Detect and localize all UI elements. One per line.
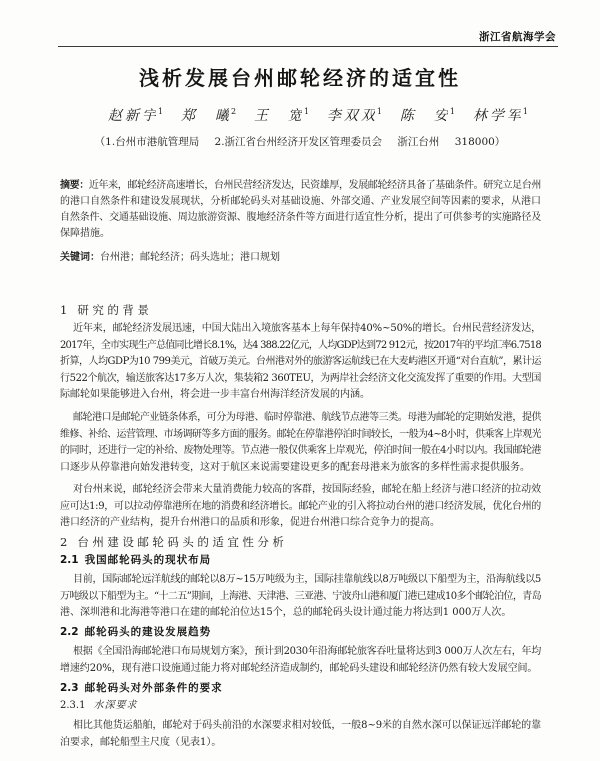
section-number: 1 <box>60 303 68 317</box>
text-line: 近年来，邮轮经济发展迅速，中国大陆出入境旅客基本上每年保持40%~50%的增长。台州民营经济发达， <box>73 323 541 334</box>
subsection-number: 2.1 <box>60 554 79 566</box>
author <box>181 107 236 125</box>
subsection-title: 邮轮码头的建设发展趋势 <box>84 626 212 638</box>
abstract-text: 近年来，邮轮经济高速增长，台州民营经济发达，民资雄厚，发展邮轮经济具备了基础条件。研究立足台州 <box>88 180 541 191</box>
text-line: 相比其他货运船舶，邮轮对于码头前沿的水深要求相对较低，一般8~9米的自然水深可以保证远洋邮轮的靠 <box>73 720 541 731</box>
text-line: 2017年，全市实现生产总值同比增长8.1%，达4 388.22亿元，人均GDP达到72 912元，按2017年的平均汇率6.7518 <box>60 339 541 351</box>
affiliations: （1.台州市港航管理局 2.浙江省台州经济开发区管理委员会 浙江台州 318000） <box>94 136 506 148</box>
subsection-heading <box>60 624 211 640</box>
text-line: 泊要求，邮轮船型主尺度（见表1）。 <box>60 736 222 748</box>
text-line: 港口经济的产业结构，提升台州港口的品质和形象，促进台州港口综合竞争力的提高。 <box>60 517 440 528</box>
author-name: 郑 曦 <box>180 108 229 124</box>
author-name: 王 宽 <box>253 108 302 124</box>
text-line: 行522个航次，输送旅客达17多万人次，集装箱2 360TEU，为两岸社会经济文化交流发挥了重要的作用。大型国 <box>60 372 541 384</box>
subsection-heading <box>60 680 223 696</box>
author <box>254 107 309 125</box>
paragraph <box>60 718 541 751</box>
keywords-label: 关键词： <box>60 252 100 263</box>
text-line: 应可达1:9，可以拉动停靠港所在地的消费和经济增长。邮轮产业的引入将拉动台州的港口经济发展，优化台州的 <box>60 500 541 512</box>
author <box>473 107 528 125</box>
section-title: 研究的背景 <box>77 303 153 317</box>
header-rule <box>58 46 558 47</box>
paragraph <box>60 644 541 677</box>
author <box>108 107 163 125</box>
subsection-number: 2.2 <box>60 626 79 638</box>
keywords <box>60 250 541 266</box>
author-affiliation-mark: 1 <box>376 107 382 116</box>
abstract-label: 摘要： <box>60 180 89 191</box>
text-line: 折算，人均GDP为10 799美元，首破万美元。台州港对外的旅游客运航线已在大麦屿港区开通“对台直航”，累计运 <box>60 356 541 367</box>
subsection-number: 2.3 <box>60 682 79 694</box>
text-line: 根据《全国沿海邮轮港口布局规划方案》，预计到2030年沿海邮轮旅客吞吐量将达到3 000万人次左右，年均 <box>73 646 541 657</box>
keywords-text: 台州港；邮轮经济；码头选址；港口规划 <box>100 252 280 263</box>
paragraph <box>60 572 541 622</box>
subsection-title: 邮轮码头对外部条件的要求 <box>84 682 223 694</box>
abstract-line: 保障措施。 <box>60 228 110 239</box>
section-title: 台州建设邮轮码头的适宜性分析 <box>77 535 288 549</box>
abstract-line: 的港口自然条件和建设发展现状，分析邮轮码头对基础设施、外部交通、产业发展空间等因素的要求，从港口 <box>60 196 541 207</box>
author-name: 林学军 <box>472 108 521 124</box>
section-number: 2 <box>60 535 68 549</box>
author-affiliation-mark: 1 <box>449 107 455 116</box>
text-line: 的同时，还进行一定的补给、废物处理等。节点港一般仅供乘客上岸观光，停泊时间一般在4小时以内。我国邮轮港 <box>60 445 541 456</box>
paragraph <box>60 410 541 476</box>
author-name: 陈 安 <box>399 108 448 124</box>
abstract <box>60 178 541 242</box>
author-affiliation-mark: 1 <box>158 107 164 116</box>
subsubsection-heading <box>60 698 137 714</box>
text-line: 邮轮港口是邮轮产业链条体系，可分为母港、临时停靠港、航线节点港等三类。母港为邮轮的定期始发港，提供 <box>73 412 541 423</box>
paragraph <box>60 482 541 532</box>
paragraph <box>60 321 541 404</box>
text-line: 际邮轮如果能够进入台州，将会进一步丰富台州海洋经济发展的内涵。 <box>60 389 370 400</box>
text-line: 万吨级以下船型为主。“十二五”期间，上海港、天津港、三亚港、宁波舟山港和厦门港已建成10多个邮轮泊位，青岛 <box>60 590 541 602</box>
section-heading <box>60 302 152 318</box>
text-line: 对台州来说，邮轮经济会带来大量消费能力较高的客群，按国际经验，邮轮在船上经济与港口经济的拉动效 <box>73 484 541 495</box>
author <box>327 107 382 125</box>
abstract-line <box>60 178 541 194</box>
author-affiliation-mark: 1 <box>522 107 528 116</box>
author-list <box>108 107 528 125</box>
journal-name: 浙江省航海学会 <box>479 31 556 43</box>
text-line: 增速约20%，现有港口设施通过能力将对邮轮经济造成制约，邮轮码头建设和邮轮经济仍然有较大发展空间。 <box>60 662 538 674</box>
text-line: 港、深圳港和北海港等港口在建的邮轮泊位达15个，总的邮轮码头设计通过能力将达到1 000万人次。 <box>60 607 512 618</box>
text-line: 维修、补给、运营管理、市场调研等多方面的服务。邮轮在停靠港停泊时间较长，一般为4~8小时，供乘客上岸观光 <box>60 428 541 440</box>
author-affiliation-mark: 1 <box>303 107 310 116</box>
text-line: 目前，国际邮轮远洋航线的邮轮以8万~15万吨级为主，国际挂靠航线以8万吨级以下船型为主，沿海航线以5 <box>73 574 541 585</box>
subsection-title: 我国邮轮码头的现状布局 <box>84 554 212 566</box>
text-line: 口逐步从停靠港向始发港转变，这对于航区来说需要建设更多的配套母港来为旅客的多样性需求提供服务。 <box>60 461 530 473</box>
author-name: 赵新宇 <box>108 108 156 124</box>
subsubsection-title: 水深要求 <box>93 700 138 711</box>
subsection-heading <box>60 552 211 568</box>
author-name: 李双双 <box>326 108 375 124</box>
abstract-line: 自然条件、交通基础设施、周边旅游资源、腹地经济条件等方面进行适宜性分析，提出了可供参考的实施路径及 <box>60 212 541 223</box>
keywords-line <box>60 250 541 266</box>
author <box>400 107 455 125</box>
paper-title: 浅析发展台州邮轮经济的适宜性 <box>139 66 461 90</box>
section-heading <box>60 534 287 550</box>
author-affiliation-mark: 2 <box>230 107 237 116</box>
subsubsection-number: 2.3.1 <box>60 700 86 711</box>
